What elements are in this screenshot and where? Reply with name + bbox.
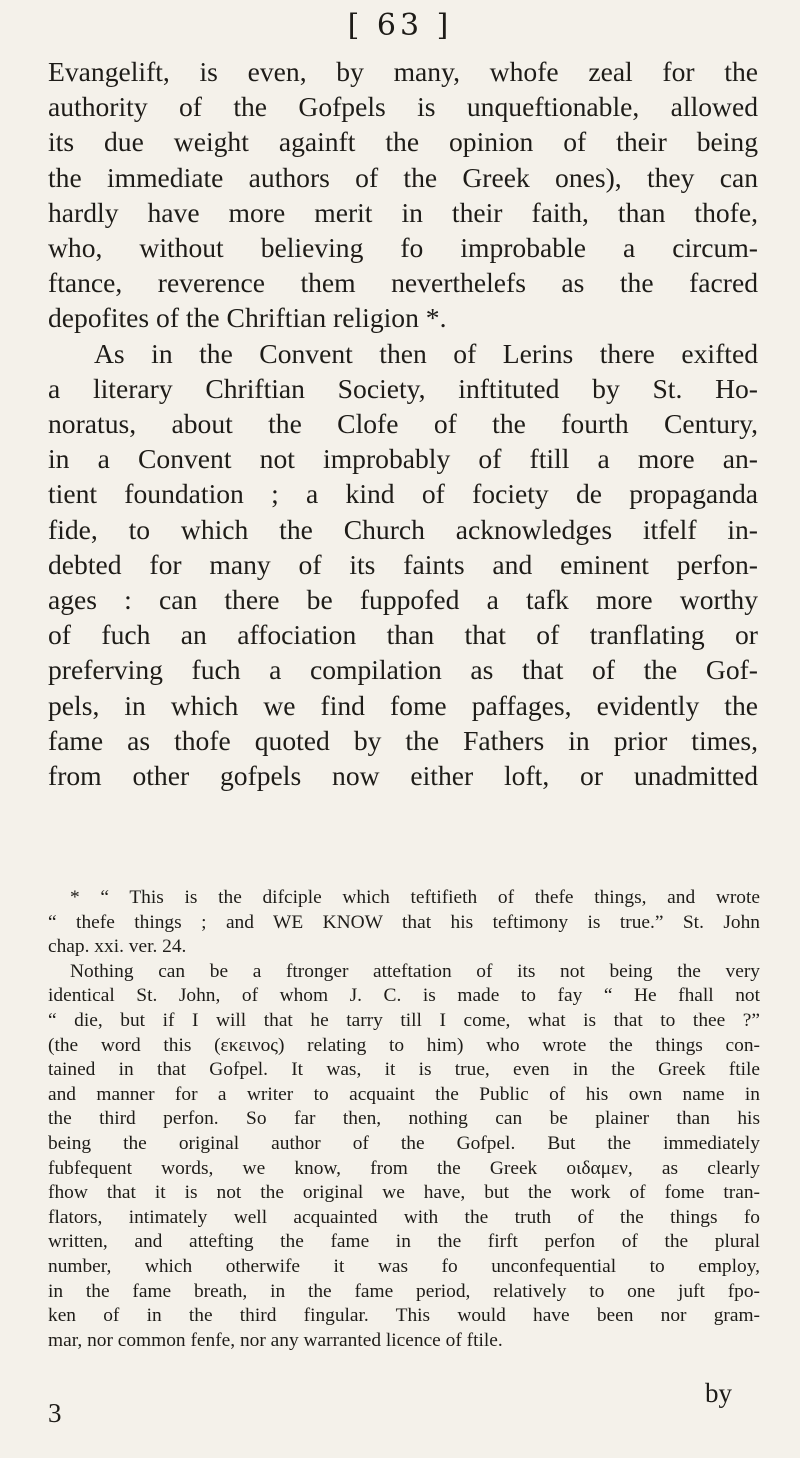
footnote	[48, 886, 760, 1353]
footnote-line: * “ This is the difciple which teftifieth of thefe things, and wrote	[70, 887, 760, 908]
text-line: a literary Chriftian Society, inftituted by St. Ho-	[48, 372, 758, 404]
main-text	[48, 54, 758, 793]
text-line: the immediate authors of the Greek ones), they can	[48, 161, 758, 193]
text-line: ftance, reverence them neverthelefs as the facred	[48, 267, 758, 299]
footnote-line: fubfequent words, we know, from the Greek οιδαμεν, as clearly	[48, 1157, 760, 1179]
text-line: As in the Convent then of Lerins there exifted	[94, 337, 758, 369]
footnote-line: flators, intimately well acquainted with the truth of the things fo	[48, 1206, 760, 1228]
footnote-line: in the fame breath, in the fame period, relatively to one juft fpo-	[48, 1280, 760, 1302]
text-line: of fuch an affociation than that of tranflating or	[48, 619, 758, 651]
footnote-line: being the original author of the Gofpel. But the immediately	[48, 1132, 760, 1154]
text-line: debted for many of its faints and eminent perfon-	[48, 548, 758, 580]
text-line: in a Convent not improbably of ftill a more an-	[48, 443, 758, 475]
text-line: Evangelift, is even, by many, whofe zeal for the	[48, 56, 758, 87]
footnote-line: (the word this (εκεινος) relating to him) who wrote the things con-	[48, 1034, 760, 1056]
footnote-line: chap. xxi. ver. 24.	[48, 936, 187, 958]
text-line: depofites of the Chriftian religion *.	[48, 302, 447, 334]
text-line: fame as thofe quoted by the Fathers in prior times,	[48, 724, 758, 756]
text-line: ages : can there be fuppofed a tafk more worthy	[48, 584, 758, 616]
footnote-line: identical St. John, of whom J. C. is made to fay “ He fhall not	[48, 985, 760, 1007]
text-line: hardly have more merit in their faith, than thofe,	[48, 196, 758, 228]
footnote-line: tained in that Gofpel. It was, it is true, even in the Greek ftile	[48, 1059, 760, 1081]
text-line: pels, in which we find fome paffages, evidently the	[48, 689, 758, 721]
catchword: by	[705, 1378, 732, 1408]
footnote-line: “ die, but if I will that he tarry till I come, what is that to thee ?”	[48, 1009, 760, 1031]
footnote-line: “ thefe things ; and WE KNOW that his teftimony is true.” St. John	[48, 911, 760, 933]
text-line: preferving fuch a compilation as that of the Gof-	[48, 654, 758, 686]
text-line: authority of the Gofpels is unqueftionable, allowed	[48, 91, 758, 123]
footnote-line: the third perfon. So far then, nothing can be plainer than his	[48, 1108, 760, 1130]
footnote-line: number, which otherwife it was fo unconfequential to employ,	[48, 1255, 760, 1277]
footnote-line: mar, nor common fenfe, nor any warranted licence of ftile.	[48, 1329, 503, 1351]
text-line: noratus, about the Clofe of the fourth Century,	[48, 408, 758, 440]
signature-mark: 3	[48, 1398, 62, 1428]
footnote-line: written, and attefting the fame in the firft perfon of the plural	[48, 1231, 760, 1253]
text-line: its due weight againft the opinion of their being	[48, 126, 758, 158]
text-line: tient foundation ; a kind of fociety de propaganda	[48, 478, 758, 510]
text-line: from other gofpels now either loft, or unadmitted	[48, 760, 758, 792]
footnote-line: ken of in the third fingular. This would have been nor gram-	[48, 1305, 760, 1327]
page-number: [ 63 ]	[347, 8, 453, 43]
footnote-line: and manner for a writer to acquaint the Public of his own name in	[48, 1083, 760, 1105]
footnote-line: Nothing can be a ftronger atteftation of its not being the very	[70, 960, 760, 982]
text-line: fide, to which the Church acknowledges itfelf in-	[48, 513, 758, 545]
text-line: who, without believing fo improbable a circum-	[48, 232, 758, 264]
footnote-line: fhow that it is not the original we have, but the work of fome tran-	[48, 1182, 760, 1204]
